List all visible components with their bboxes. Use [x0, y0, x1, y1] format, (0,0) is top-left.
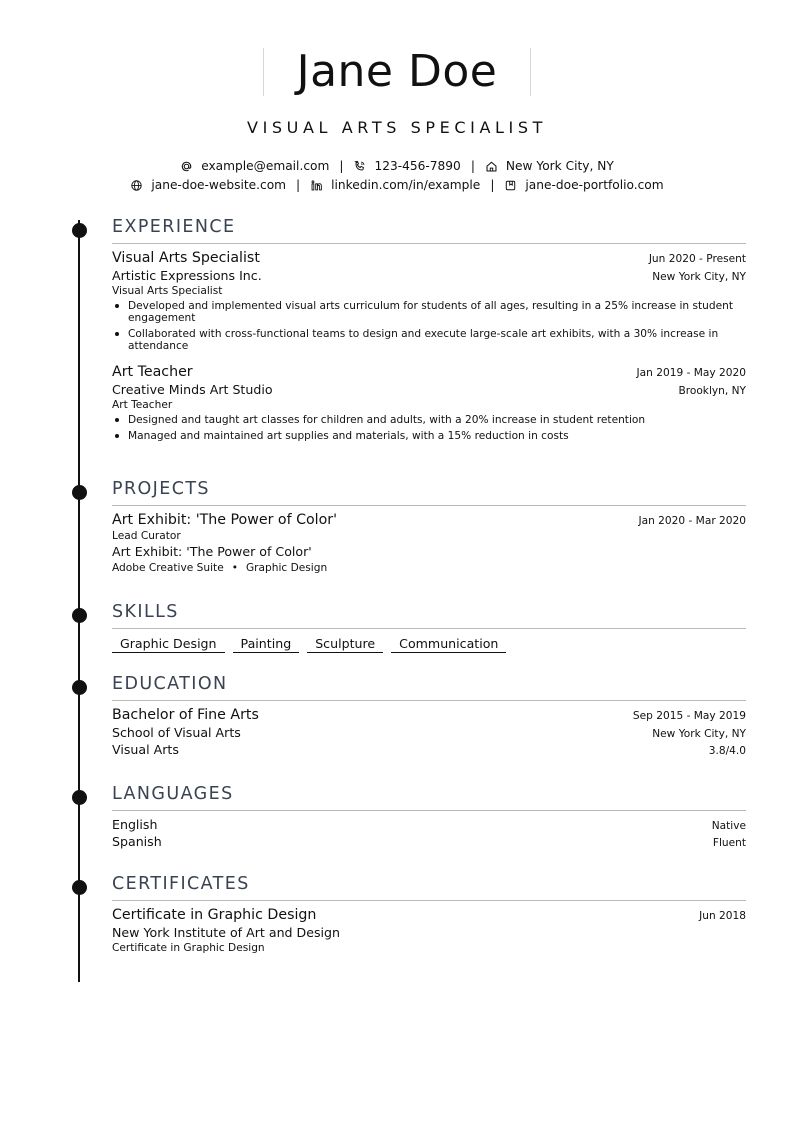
contact-website[interactable]: [130, 178, 286, 192]
company-name: Creative Minds Art Studio: [112, 382, 273, 397]
bullet-list: [112, 414, 746, 442]
contact-email[interactable]: [180, 159, 329, 173]
section-heading: LANGUAGES: [112, 784, 234, 804]
education-entry: [112, 707, 746, 757]
certificate-date: Jun 2018: [699, 910, 746, 922]
experience-section: [112, 216, 746, 446]
contact-row-secondary: [0, 178, 794, 192]
keyword: Graphic Design: [245, 562, 328, 574]
bullet-item: Developed and implemented visual arts curriculum for students of all ages, resulting in a 25% increase in student engagement: [112, 300, 746, 324]
experience-entry: [112, 364, 746, 442]
keyword-separator: •: [231, 562, 238, 574]
bullet-item: Designed and taught art classes for children and adults, with a 20% increase in student retention: [112, 414, 746, 426]
certificate-issuer: New York Institute of Art and Design: [112, 925, 341, 940]
bullet-item: Managed and maintained art supplies and materials, with a 15% reduction in costs: [112, 430, 746, 442]
section-divider: [112, 243, 746, 244]
entry-location: New York City, NY: [652, 271, 746, 283]
education-section: [112, 673, 746, 757]
globe-icon: [130, 179, 143, 192]
contact-linkedin[interactable]: [310, 178, 480, 192]
section-divider: [112, 700, 746, 701]
section-heading: CERTIFICATES: [112, 874, 250, 894]
section-divider: [112, 900, 746, 901]
contact-separator: |: [470, 159, 475, 173]
bullet-list: [112, 300, 746, 352]
position-title: Art Teacher: [112, 364, 193, 380]
project-keywords: [112, 562, 746, 574]
skills-list: [112, 636, 746, 653]
job-title: VISUAL ARTS SPECIALIST: [247, 118, 547, 137]
language-level: Fluent: [712, 837, 746, 849]
name-frame: [263, 48, 531, 96]
skills-section: [112, 601, 746, 653]
timeline-dot-skills: [72, 608, 87, 623]
linkedin-text: linkedin.com/in/example: [331, 178, 481, 192]
skill-tag: Sculpture: [307, 636, 383, 653]
candidate-name: Jane Doe: [296, 46, 498, 97]
bullet-item: Collaborated with cross-functional teams to design and execute large-scale art exhibits, with a 30% increase in attendance: [112, 328, 746, 352]
entry-location: Brooklyn, NY: [678, 385, 746, 397]
timeline-line: [78, 220, 80, 982]
section-heading: EDUCATION: [112, 674, 228, 694]
position-title: Visual Arts Specialist: [112, 250, 260, 266]
project-name: Art Exhibit: 'The Power of Color': [112, 512, 338, 528]
contact-phone[interactable]: [353, 159, 460, 173]
date-range: Jun 2020 - Present: [648, 253, 746, 265]
section-divider: [112, 505, 746, 506]
at-icon: [180, 160, 193, 173]
language-level: Native: [711, 820, 746, 832]
contact-portfolio[interactable]: [504, 178, 663, 192]
contact-separator: |: [296, 178, 301, 192]
degree-name: Bachelor of Fine Arts: [112, 707, 259, 723]
certificates-section: [112, 873, 746, 954]
timeline-dot-education: [72, 680, 87, 695]
timeline-dot-languages: [72, 790, 87, 805]
phone-text: 123-456-7890: [374, 159, 461, 173]
experience-entry: [112, 250, 746, 352]
keyword: Adobe Creative Suite: [112, 562, 224, 574]
skill-tag: Graphic Design: [112, 636, 225, 653]
language-list: [112, 817, 746, 849]
language-name: Spanish: [112, 834, 162, 849]
gpa: 3.8/4.0: [708, 745, 746, 757]
website-text: jane-doe-website.com: [151, 178, 287, 192]
portfolio-icon: [504, 179, 517, 192]
project-role: Lead Curator: [112, 530, 181, 542]
entry-summary: Art Teacher: [112, 399, 173, 411]
project-entry: [112, 512, 746, 574]
languages-section: [112, 783, 746, 849]
contact-location: [485, 159, 614, 173]
entry-location: New York City, NY: [652, 728, 746, 740]
timeline-dot-certificates: [72, 880, 87, 895]
timeline-dot-experience: [72, 223, 87, 238]
home-icon: [485, 160, 498, 173]
language-row: [112, 834, 746, 849]
project-description: Art Exhibit: 'The Power of Color': [112, 544, 312, 559]
company-name: Artistic Expressions Inc.: [112, 268, 262, 283]
skill-tag: Painting: [233, 636, 300, 653]
field-of-study: Visual Arts: [112, 742, 179, 757]
portfolio-text: jane-doe-portfolio.com: [525, 178, 664, 192]
entry-summary: Visual Arts Specialist: [112, 285, 223, 297]
section-heading: PROJECTS: [112, 479, 210, 499]
section-divider: [112, 628, 746, 629]
projects-section: [112, 478, 746, 574]
date-range: Jan 2020 - Mar 2020: [638, 515, 746, 527]
location-text: New York City, NY: [505, 159, 614, 173]
certificate-entry: [112, 907, 746, 954]
contact-separator: |: [490, 178, 495, 192]
phone-icon: [353, 160, 366, 173]
language-row: [112, 817, 746, 832]
linkedin-icon: [310, 179, 323, 192]
skill-tag: Communication: [391, 636, 506, 653]
contact-separator: |: [339, 159, 344, 173]
date-range: Sep 2015 - May 2019: [632, 710, 746, 722]
timeline-dot-projects: [72, 485, 87, 500]
language-name: English: [112, 817, 158, 832]
email-text: example@email.com: [201, 159, 330, 173]
section-heading: EXPERIENCE: [112, 217, 236, 237]
section-divider: [112, 810, 746, 811]
date-range: Jan 2019 - May 2020: [636, 367, 746, 379]
certificate-name: Certificate in Graphic Design: [112, 907, 317, 923]
section-heading: SKILLS: [112, 602, 179, 622]
certificate-summary: Certificate in Graphic Design: [112, 942, 265, 954]
contact-row-primary: [0, 159, 794, 173]
school-name: School of Visual Arts: [112, 725, 241, 740]
